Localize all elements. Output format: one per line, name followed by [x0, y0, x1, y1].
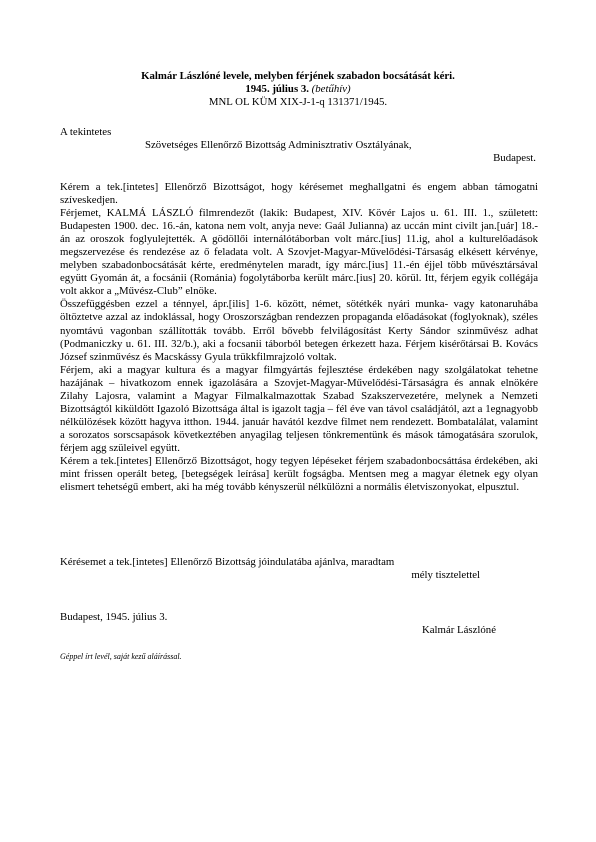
paragraph: Összefüggésben ezzel a ténnyel, ápr.[ilis] 1-6. között, német, sötétkék nyári munka- vagy katonaruhába öltöztetve azzal az indoklással, hogy Oroszországban rendezzen propaganda előadásokat (foglyoknak), széles nyomtávú vagonban szállították tovább. Erről bővebb felvilágosítást Kerty Sándor szinművész adhat (Podmaniczky u. 61. III. 32/b.), aki a focsanii táborból betegen érkezett haza. Férjem kisérőtársai B. Kovács József szinművész és Macskássy Gyula trükkfilmrajzoló voltak.: [60, 298, 538, 363]
address-line-2: Szövetséges Ellenőrző Bizottság Adminisztrativ Osztályának,: [145, 139, 412, 151]
paragraph: Férjemet, KALMÁ LÁSZLÓ filmrendezőt (lakik: Budapest, XIV. Kövér Lajos u. 61. III. 1., született: Budapesten 1900. dec. 16.-án, katona nem volt, anyja neve: Gaál Julianna) az uccán mint civilt jan.[uár] 18.-án az oroszok foglyulejtették. A gödöllői internálótáborban volt márc.[ius] 11.ig, ahol a kulturelőadások megszervezése és rendezése az ő feladata volt. A Szovjet-Magyar-Művelődési-Társaság elkésett kérvénye, melyben szabadonbocsátását kérte, eredménytelen maradt, így márc.[ius] 11.-én éjjel több művésztársával együtt Gyomán át, a focsánii (Románia) fogolytáborba került márc.[ius] 20. körül. Itt, férjem egyik collégája volt akkor a „Művész-Club” elnöke.: [60, 207, 538, 298]
date-note: (betűhív): [311, 83, 351, 95]
address-line-3: Budapest.: [493, 152, 536, 164]
paragraph: Férjem, aki a magyar kultura és a magyar filmgyártás fejlesztése érdekében nagy szolgálatokat tehetne hazájának – hivatkozom ennek igazolására a Szovjet-Magyar-Művelődési-Társaságra és annak elnökére Zilahy Lajosra, valamint a Magyar Filmalkalmazottak Szabad Szakszervezetére, melynek a Nemzeti Bizottságtól kiküldött Igazoló Bizottsága által is igazolt tagja – fél éve van távol családjától, azt a 1egnagyobb nélkülözések között hagyva itthon. 1944. január havától kezdve filmet nem rendezett. Bombatalálat, valamint a sorozatos sorscsapások következtében anyagilag teljesen tönkrementünk és mások támogatására szorulok, férjem agg szüleivel együtt.: [60, 363, 538, 454]
address-line-1: A tekintetes: [60, 126, 112, 138]
document-header: [60, 70, 536, 109]
signer-name: Kalmár Lászlóné: [421, 624, 496, 636]
document-date-line: [60, 83, 536, 96]
place-date: Budapest, 1945. július 3.: [60, 611, 168, 623]
paragraph: Kérem a tek.[intetes] Ellenőrző Bizottságot, hogy tegyen lépéseket férjem szabadonbocsáttása érdekében, aki mint frissen operált beteg, [betegségek leírása] került fogságba. Mentsen meg a magyar életnek egy olyan elismert tehetségű embert, aki ha még tovább kényszerül nélkülözni a normális életviszonyokat, elpusztul.: [60, 454, 538, 494]
date-text: 1945. július 3.: [245, 83, 309, 95]
letter-closing: [60, 556, 538, 582]
document-title: Kalmár Lászlóné levele, melyben férjének szabadon bocsátását kéri.: [141, 70, 455, 82]
letter-body: [60, 181, 538, 494]
closing-line: Kérésemet a tek.[intetes] Ellenőrző Bizottság jóindulatába ajánlva, maradtam: [60, 556, 395, 568]
paragraph: Kérem a tek.[intetes] Ellenőrző Bizottságot, hogy kérésemet meghallgatni és engem abban támogatni szíveskedjen.: [60, 181, 538, 207]
closing-regards: mély tisztelettel: [411, 569, 480, 581]
archive-reference: MNL OL KÜM XIX-J-1-q 131371/1945.: [208, 96, 388, 108]
editorial-note: Géppel írt levél, saját kezű aláírással.: [60, 652, 182, 661]
